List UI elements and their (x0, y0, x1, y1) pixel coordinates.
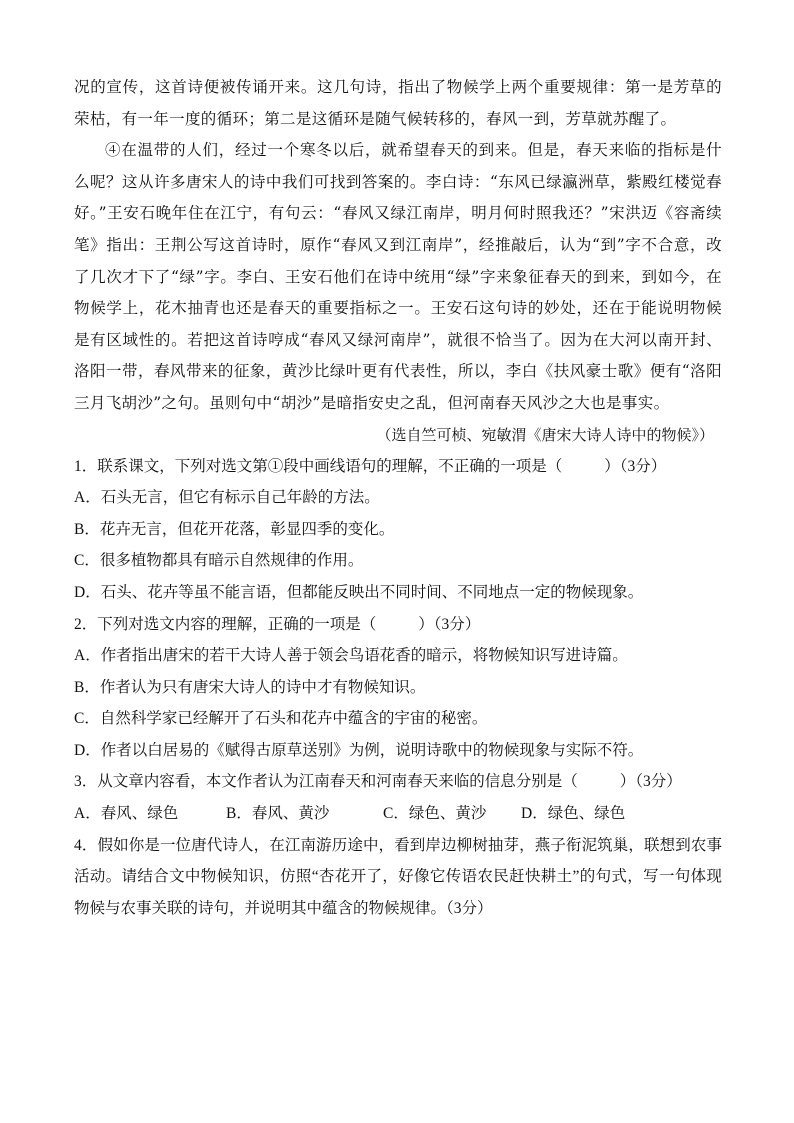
question-1-option-d: D．石头、花卉等虽不能言语，但都能反映出不同时间、不同地点一定的物候现象。 (74, 583, 644, 601)
question-1-option-a: A．石头无言，但它有标示自己年龄的方法。 (74, 489, 380, 507)
question-1-option-b: B．花卉无言，但花开花落，彰显四季的变化。 (74, 520, 395, 538)
question-1-score: ）（3分） (604, 457, 667, 475)
question-2-stem-text: 2．下列对选文内容的理解，正确的一项是（ (74, 615, 377, 633)
question-2-score: ）（3分） (418, 615, 481, 633)
question-1-option-c: C．很多植物都具有暗示自然规律的作用。 (74, 552, 364, 570)
question-2 (74, 609, 722, 767)
question-3-options (74, 798, 722, 830)
reading-passage (74, 72, 722, 420)
question-2-option-b: B．作者认为只有唐宋大诗人的诗中才有物候知识。 (74, 678, 426, 696)
passage-paragraph-4: ④在温带的人们，经过一个寒冬以后，就希望春天的到来。但是，春天来临的指标是什么呢？这从许多唐宋人的诗中我们可找到答案的。李白诗：“东风已绿瀛洲草，紫殿红楼觉春好。”王安石晚年住在江宁，有句云：“春风又绿江南岸，明月何时照我还？”宋洪迈《容斋续笔》指出：王荆公写这首诗时，原作“春风又到江南岸”，经推敲后，认为“到”字不合意，改了几次才下了“绿”字。李白、王安石他们在诗中统用“绿”字来象征春天的到来，到如今，在物候学上，花木抽青也还是春天的重要指标之一。王安石这句诗的妙处，还在于能说明物候是有区域性的。若把这首诗哼成“春风又绿河南岸”，就很不恰当了。因为在大河以南开封、洛阳一带，春风带来的征象，黄沙比绿叶更有代表性，所以，李白《扶风豪士歌》便有“洛阳三月飞胡沙”之句。虽则句中“胡沙”是暗指安史之乱，但河南春天风沙之大也是事实。 (74, 141, 722, 412)
question-3 (74, 766, 722, 829)
question-3-option-b: B．春风、黄沙 (226, 805, 330, 823)
question-3-option-a: A．春风、绿色 (74, 805, 179, 823)
question-1-stem (74, 451, 722, 483)
question-3-option-c: C．绿色、黄沙 (383, 805, 487, 823)
passage-paragraph-3-continuation: 况的宣传，这首诗便被传诵开来。这几句诗，指出了物候学上两个重要规律：第一是芳草的荣枯，有一年一度的循环；第二是这循环是随气候转移的，春风一到，芳草就苏醒了。 (74, 78, 722, 128)
document-page (74, 72, 722, 924)
question-4-stem: 4．假如你是一位唐代诗人，在江南游历途中，看到岸边柳树抽芽，燕子衔泥筑巢，联想到农事活动。请结合文中物候知识，仿照“杏花开了，好像它传语农民赶快耕土”的句式，写一句体现物候与农事关联的诗句，并说明其中蕴含的物候规律。（3分） (74, 836, 722, 917)
question-2-option-c: C．自然科学家已经解开了石头和花卉中蕴含的宇宙的秘密。 (74, 710, 488, 728)
question-section (74, 451, 722, 925)
question-3-stem (74, 766, 722, 798)
question-3-stem-text: 3．从文章内容看，本文作者认为江南春天和河南春天来临的信息分别是（ (74, 773, 578, 791)
question-1 (74, 451, 722, 609)
question-3-option-d: D．绿色、绿色 (521, 805, 626, 823)
question-2-option-a: A．作者指出唐宋的若干大诗人善于领会鸟语花香的暗示，将物候知识写进诗篇。 (74, 647, 628, 665)
question-2-option-d: D．作者以白居易的《赋得古原草送别》为例，说明诗歌中的物候现象与实际不符。 (74, 741, 644, 759)
question-3-score: ）（3分） (619, 773, 682, 791)
passage-source: （选自竺可桢、宛敏渭《唐宋大诗人诗中的物候》） (376, 425, 714, 444)
question-4 (74, 830, 722, 925)
question-2-stem (74, 609, 722, 641)
question-1-stem-text: 1．联系课文，下列对选文第①段中画线语句的理解，不正确的一项是（ (74, 457, 563, 475)
